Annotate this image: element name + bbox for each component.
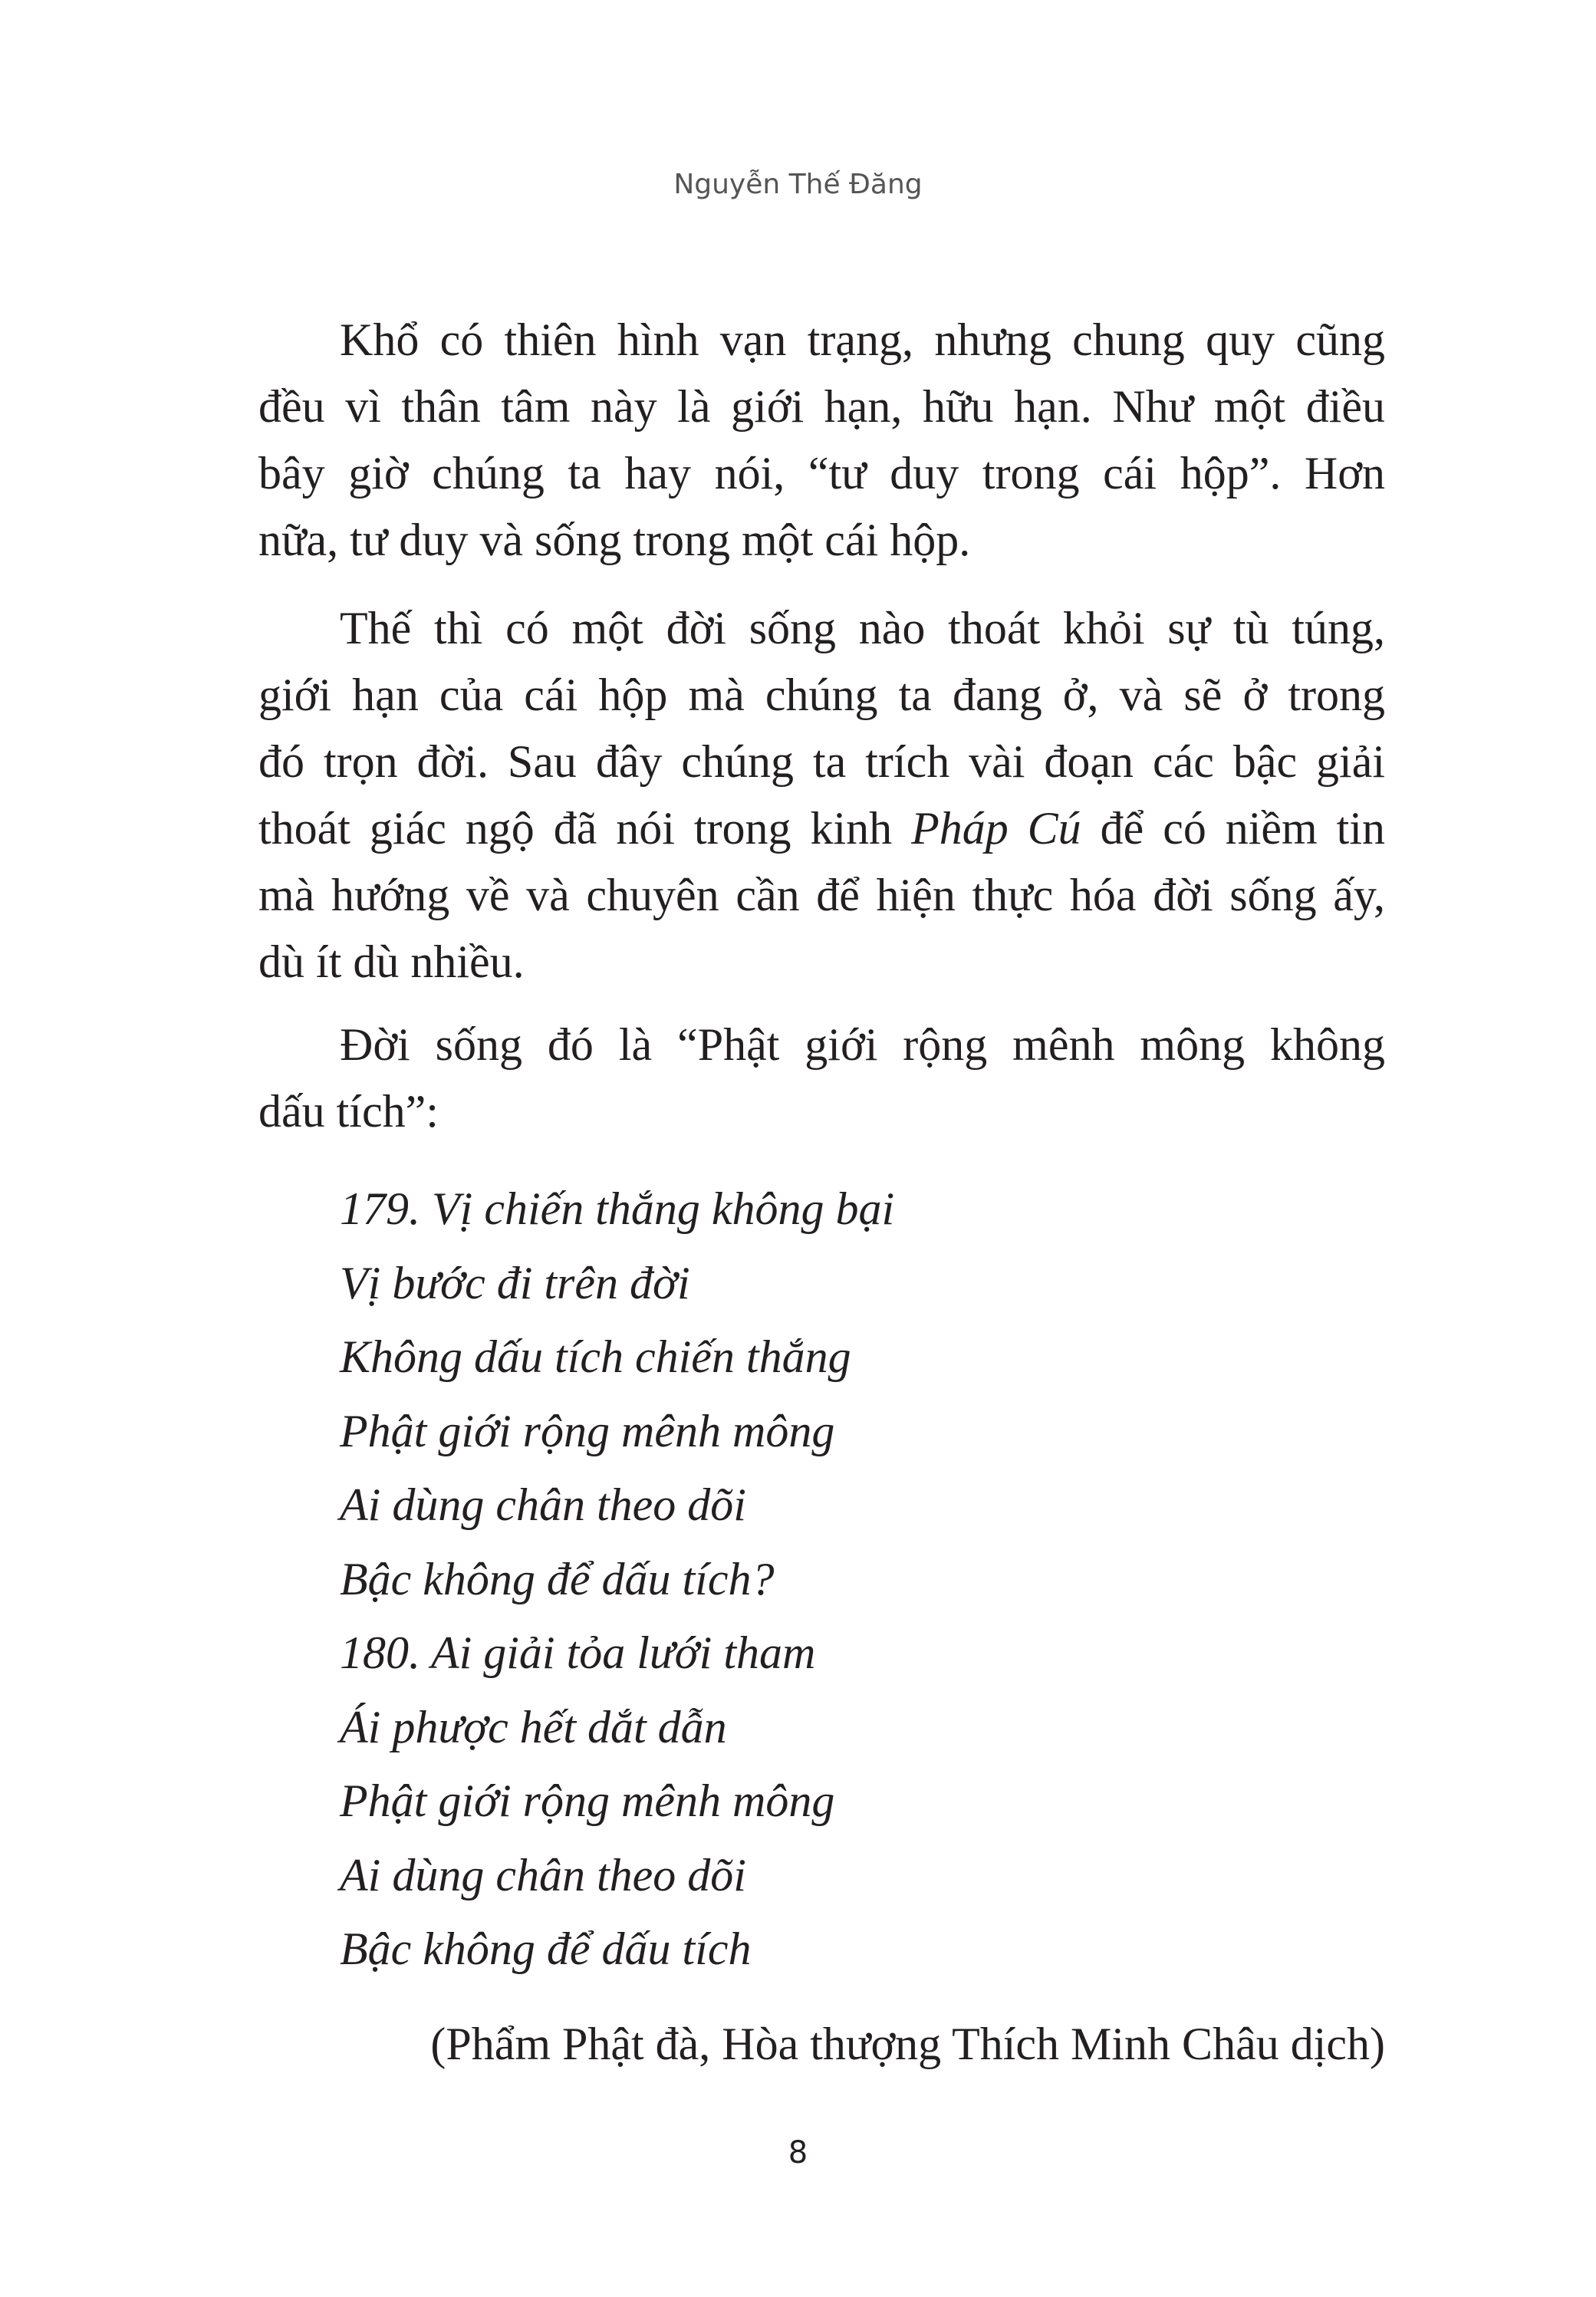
paragraph-3 <box>258 1012 1385 1145</box>
verse-line: Bậc không để dấu tích? <box>340 1553 775 1604</box>
verse-line: Bậc không để dấu tích <box>340 1923 752 1974</box>
verse-line: Phật giới rộng mênh mông <box>340 1405 835 1456</box>
text-segment: thoát giác ngộ đã nói trong kinh <box>258 803 912 854</box>
citation: (Phẩm Phật đà, Hòa thượng Thích Minh Châu dịch) <box>430 2019 1385 2069</box>
text-line: đó trọn đời. Sau đây chúng ta trích vài đoạn các bậc giải <box>258 736 1385 787</box>
verse-line: Ai dùng chân theo dõi <box>340 1479 746 1530</box>
book-title: Pháp Cú <box>911 803 1081 854</box>
text-line: nữa, tư duy và sống trong một cái hộp. <box>258 515 971 565</box>
page-number: 8 <box>788 2135 808 2170</box>
text-line <box>258 795 1385 862</box>
text-line: mà hướng về và chuyên cần để hiện thực hóa đời sống ấy, <box>258 870 1385 920</box>
paragraph-1 <box>258 307 1385 574</box>
text-line: Thế thì có một đời sống nào thoát khỏi sự tù túng, <box>340 603 1385 653</box>
verse-line: 179. Vị chiến thắng không bại <box>340 1183 895 1234</box>
text-line: Đời sống đó là “Phật giới rộng mênh mông không <box>340 1019 1385 1070</box>
verse-line: Ai dùng chân theo dõi <box>340 1849 746 1900</box>
paragraph-2 <box>258 595 1385 995</box>
verse-line: 180. Ai giải tỏa lưới tham <box>340 1627 816 1678</box>
text-line: bây giờ chúng ta hay nói, “tư duy trong cái hộp”. Hơn <box>258 448 1385 499</box>
verse-line: Không dấu tích chiến thắng <box>340 1331 851 1382</box>
running-header: Nguyễn Thế Đăng <box>673 169 923 200</box>
verse-block <box>340 1172 894 1986</box>
text-line: dù ít dù nhiều. <box>258 936 525 987</box>
verse-line: Ái phược hết dắt dẫn <box>340 1701 727 1752</box>
text-line: Khổ có thiên hình vạn trạng, nhưng chung quy cũng <box>340 314 1385 365</box>
text-line: giới hạn của cái hộp mà chúng ta đang ở, và sẽ ở trong <box>258 670 1385 720</box>
verse-line: Phật giới rộng mênh mông <box>340 1775 835 1826</box>
verse-line: Vị bước đi trên đời <box>340 1257 690 1308</box>
text-line: dấu tích”: <box>258 1086 439 1137</box>
text-line: đều vì thân tâm này là giới hạn, hữu hạn. Như một điều <box>258 381 1385 432</box>
text-segment: để có niềm tin <box>1081 803 1385 854</box>
